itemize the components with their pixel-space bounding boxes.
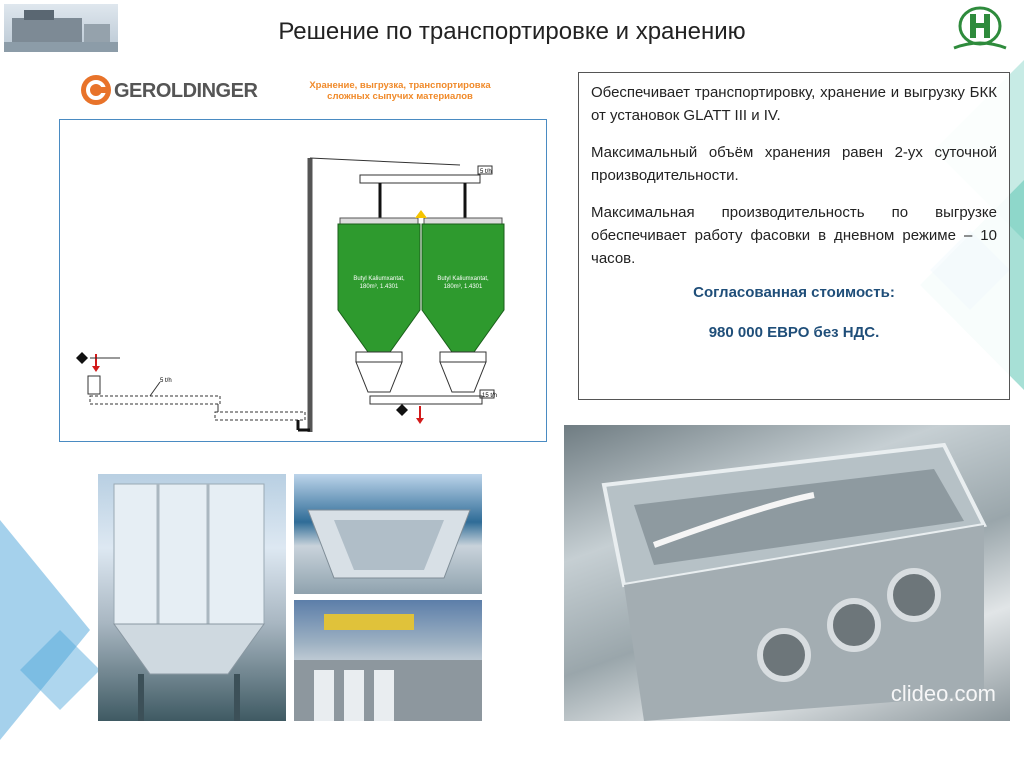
rate-bottom-label: 15 t/h: [482, 393, 498, 399]
silo-right-label-1: Butyl Kaliumxantat,: [437, 276, 489, 282]
logo-subheading: [285, 80, 515, 102]
geroldinger-logo: [80, 72, 258, 108]
geroldinger-logo-icon: [80, 74, 112, 106]
rate-conveyor-label: 5 t/h: [160, 378, 172, 384]
info-paragraph-1: Обеспечивает транспортировку, хранение и выгрузку БКК от установок GLATT III и IV.: [591, 84, 997, 124]
cost-label: Согласованная стоимость:: [693, 284, 895, 301]
silo-left-label-1: Butyl Kaliumxantat,: [353, 276, 405, 282]
cost-value: 980 000 ЕВРО без НДС.: [708, 324, 880, 341]
info-text-box: [578, 72, 1010, 400]
silo-left: [338, 218, 420, 392]
subheading-line-2: сложных сыпучих материалов: [327, 91, 473, 102]
process-diagram: [59, 119, 547, 442]
slide-title: Решение по транспортировке и хранению: [278, 18, 746, 45]
company-emblem-icon: [948, 4, 1012, 54]
silo-right-label-2: 180m³, 1.4301: [443, 284, 483, 290]
hopper-photo: [294, 474, 482, 594]
silo-photo: [98, 474, 286, 721]
subheading-line-1: Хранение, выгрузка, транспортировка: [309, 80, 491, 91]
decorative-shapes-left: [0, 520, 110, 760]
geroldinger-brand-text: GEROLDINGER: [114, 80, 258, 102]
info-paragraph-2: Максимальный объём хранения равен 2-ух суточной производительности.: [591, 144, 997, 184]
rate-top-label: 5 t/h: [480, 169, 492, 175]
info-paragraph-3: Максимальная производительность по выгрузке обеспечивает работу фасовки в дневном режиме – 10 часов.: [591, 204, 997, 267]
video-watermark: clideo.com: [890, 681, 996, 706]
silo-left-label-2: 180m³, 1.4301: [359, 284, 399, 290]
silo-parts-photo: [294, 600, 482, 721]
silo-right: [422, 218, 504, 392]
rotary-feeder-photo: [564, 425, 1010, 721]
